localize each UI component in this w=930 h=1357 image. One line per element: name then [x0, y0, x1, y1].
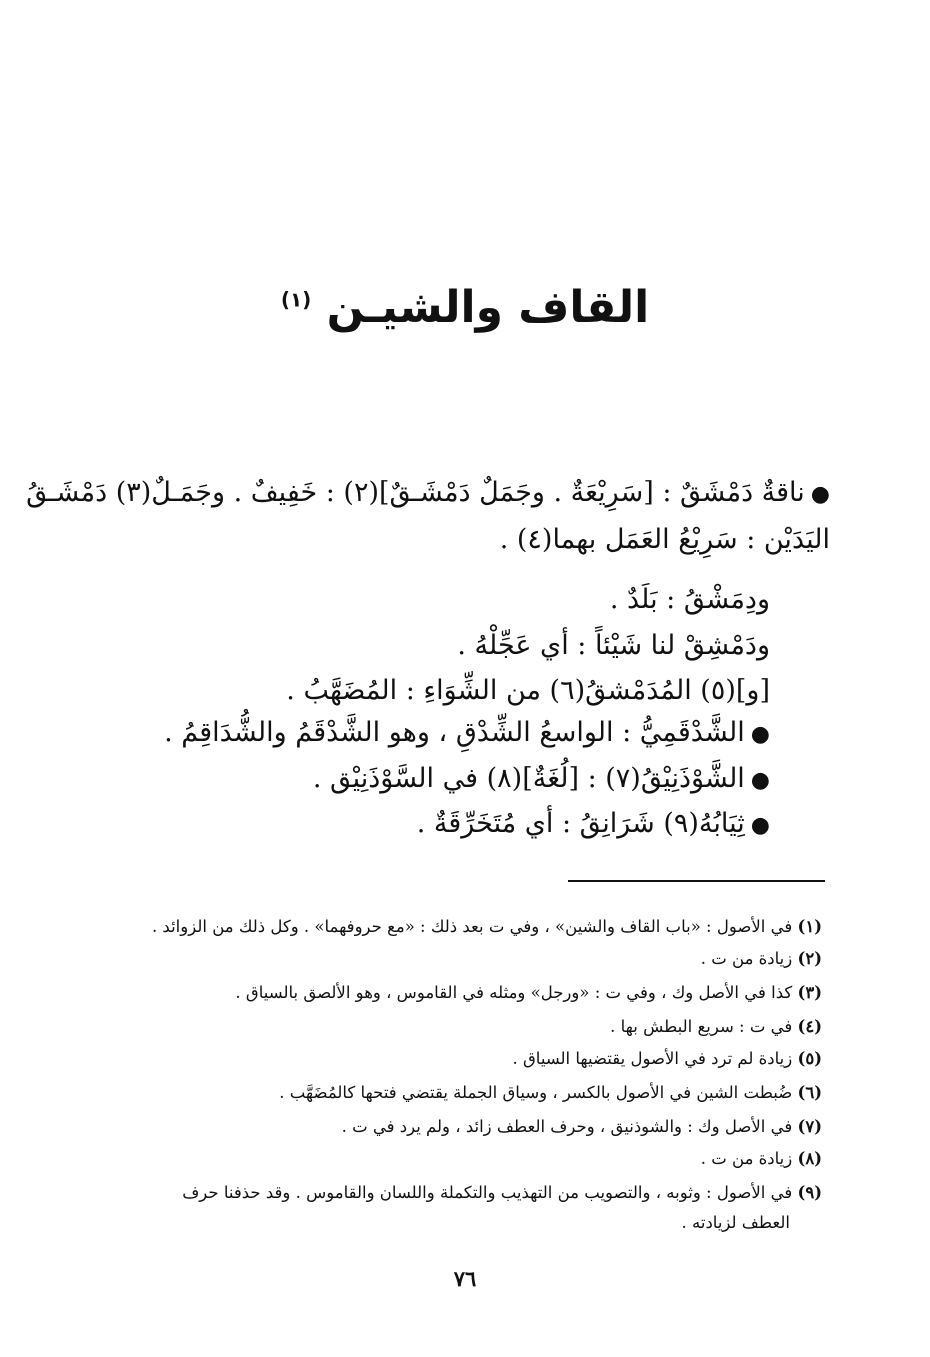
- footnote-number: (٧): [797, 1117, 822, 1136]
- footnote-text: زيادة من ت .: [700, 949, 793, 968]
- bullet-icon: ●: [750, 768, 770, 793]
- footnote-text: في الأصل وك : والشوذنيق ، وحرف العطف زائد ، ولم يرد في ت .: [341, 1117, 793, 1136]
- bullet-icon: ●: [750, 722, 770, 747]
- entry-line-3-text: ودِمَشْقُ : بَلَدٌ .: [609, 584, 770, 615]
- bullet-icon: ●: [810, 482, 830, 507]
- footnote-text: العطف لزيادته .: [681, 1213, 790, 1232]
- footnote-text: في الأصول : «باب القاف والشين» ، وفي ت بعد ذلك : «مع حروفهما» . وكل ذلك من الزوائد .: [151, 917, 793, 936]
- footnote-number: (١): [797, 917, 822, 936]
- page-number: ٧٦: [453, 1266, 477, 1291]
- footnote-4: [92, 1010, 822, 1044]
- footnote-text: في ت : سريع البطش بها .: [610, 1017, 793, 1036]
- entry-line-2: [500, 518, 830, 562]
- footnote-text: في الأصول : وثوبه ، والتصويب من التهذيب والتكملة واللسان والقاموس . وقد حذفنا حرف: [182, 1183, 793, 1202]
- entry-line-4: [457, 624, 770, 668]
- entry-line-4-text: ودَمْشِقْ لنا شَيْئاً : أي عَجِّلْهُ .: [457, 630, 770, 661]
- footnote-7: [92, 1110, 822, 1144]
- footnote-number: (٦): [797, 1083, 822, 1102]
- bullet-icon: ●: [750, 813, 770, 838]
- footnote-3: [92, 976, 822, 1010]
- footnote-text: كذا في الأصل وك ، وفي ت : «ورجل» ومثله في القاموس ، وهو الألصق بالسياق .: [235, 983, 793, 1002]
- chapter-title-footnote-ref: (١): [280, 287, 312, 312]
- footnote-number: (٤): [797, 1017, 822, 1036]
- entry-line-1: [26, 471, 830, 517]
- footnote-1: [92, 910, 822, 944]
- chapter-title: [0, 282, 930, 333]
- footnote-number: (٩): [797, 1183, 822, 1202]
- entry-line-8: [417, 802, 770, 848]
- entry-line-2-text: اليَدَيْن : سَرِيْعُ العَمَل بهما(٤) .: [499, 524, 830, 555]
- entry-line-6-text: الشَّدْقَمِيُّ : الواسعُ الشِّدْقِ ، وهو الشَّدْقَمُ والشُّدَاقِمُ .: [164, 717, 745, 748]
- entry-line-5-text: [و](٥) المُدَمْشقُ(٦) من الشِّوَاءِ : المُضَهَّبُ .: [286, 675, 770, 706]
- chapter-title-text: القاف والشيـن: [326, 282, 650, 333]
- footnote-6: [92, 1076, 822, 1110]
- footnote-9: [92, 1176, 822, 1210]
- entry-line-8-text: ثِيَابُهُ(٩) شَرَانِقُ : أي مُتَخَرِّقَةٌ .: [416, 808, 745, 839]
- footnote-2: [92, 942, 822, 976]
- footnote-9-continuation: [60, 1206, 790, 1240]
- entry-line-7: [313, 757, 770, 803]
- footnote-number: (٣): [797, 983, 822, 1002]
- footnote-number: (٥): [797, 1049, 822, 1068]
- footnote-text: زيادة من ت .: [700, 1149, 793, 1168]
- entry-line-3: [610, 578, 770, 622]
- footnote-text: ضُبطت الشين في الأصول بالكسر ، وسياق الجملة يقتضي فتحها كالمُضَهَّب .: [279, 1083, 793, 1102]
- footnote-8: [92, 1142, 822, 1176]
- footnote-separator: [568, 880, 825, 882]
- entry-line-5: [286, 669, 770, 713]
- footnote-text: زيادة لم ترد في الأصول يقتضيها السياق .: [512, 1049, 793, 1068]
- entry-line-1-text: ناقةٌ دَمْشَقٌ : [سَرِيْعَةٌ . وجَمَلٌ دَمْشَـقٌ](٢) : خَفِيفٌ . وجَمَـلٌ(٣) دَمْشَـقُ: [26, 477, 805, 508]
- entry-line-7-text: الشَّوْذَنِيْقُ(٧) : [لُغَةٌ](٨) في السَّوْذَنِيْق .: [312, 763, 745, 794]
- footnote-number: (٢): [797, 949, 822, 968]
- footnote-5: [92, 1042, 822, 1076]
- entry-line-6: [164, 711, 770, 757]
- footnote-number: (٨): [797, 1149, 822, 1168]
